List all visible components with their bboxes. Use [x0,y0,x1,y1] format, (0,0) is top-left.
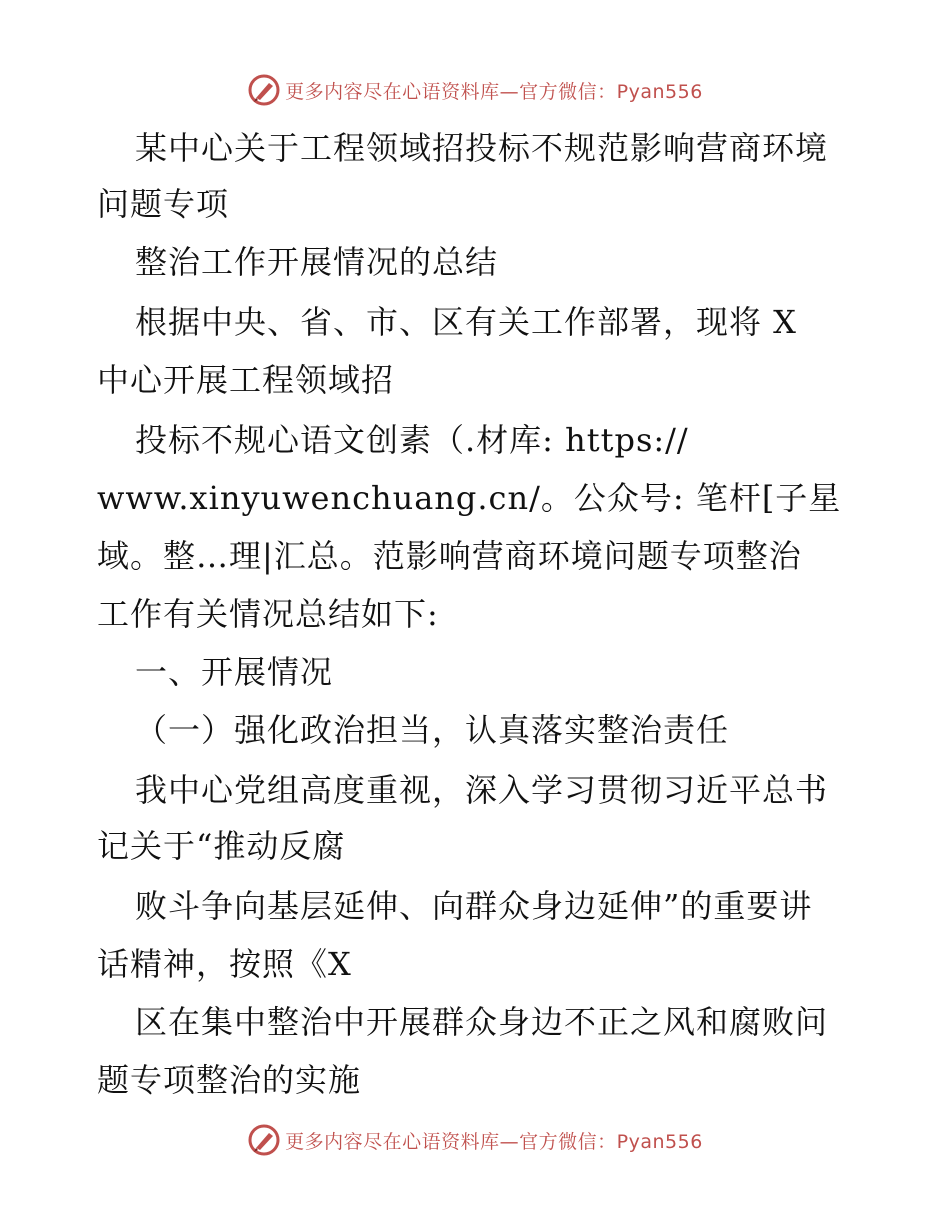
subsection-heading: （一）强化政治担当，认真落实整治责任 [135,711,730,749]
pen-logo-icon [247,1123,281,1157]
paragraph-line: 记关于“推动反腐 [97,827,346,865]
paragraph-line: 根据中央、省、市、区有关工作部署，现将 X [135,303,797,341]
footer-watermark [0,1120,950,1160]
watermark-text: 更多内容尽在心语资料库—官方微信：Pyan556 [285,1130,703,1153]
paragraph-line: 话精神，按照《X [97,945,352,983]
doc-subtitle: 整治工作开展情况的总结 [135,243,499,281]
paragraph-line: www.xinyuwenchuang.cn/。公众号: 笔杆[子星 [97,479,842,517]
paragraph-line: 区在集中整治中开展群众身边不正之风和腐败问 [135,1003,829,1041]
watermark-text: 更多内容尽在心语资料库—官方微信：Pyan556 [285,80,703,103]
doc-title-line-2: 问题专项 [97,185,230,223]
paragraph-line: 投标不规心语文创素（.材库: https:// [135,421,689,459]
paragraph-line: 题专项整治的实施 [97,1061,362,1099]
paragraph-line: 工作有关情况总结如下: [97,595,439,633]
doc-title-line-1: 某中心关于工程领域招投标不规范影响营商环境 [135,129,829,167]
paragraph-line: 中心开展工程领域招 [97,361,395,399]
paragraph-line: 败斗争向基层延伸、向群众身边延伸”的重要讲 [135,887,813,925]
paragraph-line: 域。整…理|汇总。范影响营商环境问题专项整治 [97,537,802,575]
section-heading: 一、开展情况 [135,653,334,691]
paragraph-line: 我中心党组高度重视，深入学习贯彻习近平总书 [135,771,829,809]
